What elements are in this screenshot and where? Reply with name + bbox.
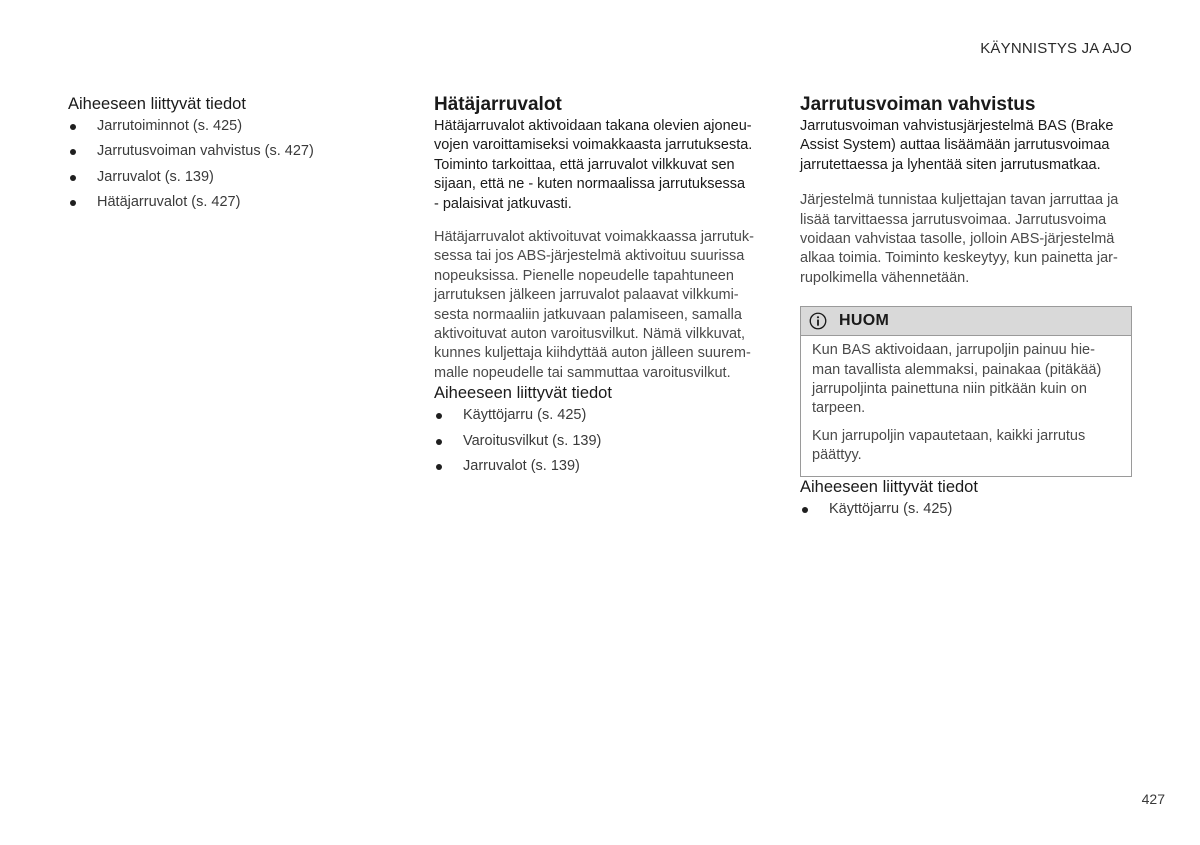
text-line: Järjestelmä tunnistaa kuljettajan tavan jarruttaa ja [800,192,1119,209]
text-line: voidaan vahvistaa tasolle, jolloin ABS-järjestelmä [800,231,1115,248]
text-line: rupolkimella vähennetään. [800,269,970,286]
text-line: Toiminto tarkoittaa, että jarruvalot vilkkuvat sen [434,156,735,173]
related-info-list [68,114,398,215]
related-info-title: Aiheeseen liittyvät tiedot [800,477,978,496]
related-link-label: Jarruvalot (s. 139) [463,457,580,474]
related-link-brake-lights[interactable] [68,165,398,190]
bullet-icon [802,507,808,513]
related-info-title: Aiheeseen liittyvät tiedot [68,95,246,113]
intro-paragraph [800,117,1132,175]
related-link-label: Jarruvalot (s. 139) [97,168,214,185]
text-line: jarrupoljinta painettuna niin pitkään kuin on [812,381,1087,398]
related-link-label: Jarrutusvoiman vahvistus (s. 427) [97,143,314,160]
related-link-hazard-lights[interactable] [434,429,768,454]
related-link-label: Hätäjarruvalot (s. 427) [97,193,241,210]
text-line: Hätäjarruvalot aktivoituvat voimakkaassa jarrutuk- [434,229,754,246]
text-line: jarrutettaessa ja lyhentää siten jarrutusmatkaa. [800,156,1101,173]
text-line: jarrutuksen jälkeen jarruvalot palaavat vilkkumi- [434,287,739,304]
related-link-brake-lights[interactable] [434,454,768,479]
text-line: malle nopeudelle tai sammuttaa varoitusvilkut. [434,364,731,381]
text-line: päättyy. [812,447,862,464]
text-line: Hätäjarruvalot aktivoidaan takana olevien ajoneu- [434,118,752,134]
text-line: Kun jarrupoljin vapautetaan, kaikki jarrutus [812,427,1086,444]
related-link-brake-assist[interactable] [68,139,398,164]
text-line: alkaa toimia. Toiminto keskeytyy, kun painetta jar- [800,250,1118,267]
note-paragraph [812,341,1120,419]
section-title-emergency-brake-lights: Hätäjarruvalot [434,94,562,115]
text-line: nopeuksissa. Pienelle nopeudelle tapahtuneen [434,267,734,284]
text-line: Kun BAS aktivoidaan, jarrupoljin painuu hie- [812,342,1095,359]
intro-paragraph [434,117,768,214]
bullet-icon [70,124,76,130]
related-link-label: Jarrutoiminnot (s. 425) [97,118,243,134]
related-link-label: Varoitusvilkut (s. 139) [463,432,602,449]
text-line: man tavallista alemmaksi, painakaa (pitäkää) [812,361,1102,378]
note-title: HUOM [839,312,890,330]
note-header [801,307,1131,336]
bullet-icon [436,439,442,445]
related-info-list [434,403,768,479]
bullet-icon [436,413,442,419]
text-line: lisää tarvittaessa jarrutusvoimaa. Jarrutusvoima [800,211,1107,228]
related-link-label: Käyttöjarru (s. 425) [463,407,587,424]
text-line: sessa tai jos ABS-järjestelmä aktivoituu suurissa [434,248,745,265]
note-body [801,336,1131,475]
bullet-icon [436,464,442,470]
body-paragraph [434,228,768,383]
text-line: Assist System) auttaa lisäämään jarrutusvoimaa [800,137,1110,154]
related-link-service-brake[interactable] [800,497,1132,522]
related-link-service-brake[interactable] [434,403,768,428]
text-line: sesta normaaliin jatkuvaan palamiseen, samalla [434,306,742,323]
related-link-brake-functions[interactable] [68,114,398,139]
left-column [68,94,398,215]
related-info-list [800,497,1132,522]
text-line: kunnes kuljettaja kiihdyttää auton jälleen suurem- [434,345,751,362]
section-title-brake-assist: Jarrutusvoiman vahvistus [800,94,1036,115]
text-line: tarpeen. [812,400,866,417]
note-paragraph [812,427,1120,466]
text-line: - palaisivat jatkuvasti. [434,195,572,212]
text-line: Jarrutusvoiman vahvistusjärjestelmä BAS (Brake [800,118,1114,134]
note-box [800,306,1132,476]
text-line: sijaan, että ne - kuten normaalissa jarrutuksessa [434,176,746,193]
bullet-icon [70,200,76,206]
bullet-icon [70,149,76,155]
info-circle-icon [809,312,827,330]
text-line: aktivoituvat auton varoitusvilkut. Nämä vilkkuvat, [434,326,746,343]
page-number: 427 [1141,791,1165,807]
right-column [800,94,1132,522]
related-link-emergency-brake-lights[interactable] [68,190,398,215]
related-info-title: Aiheeseen liittyvät tiedot [434,384,612,403]
related-link-label: Käyttöjarru (s. 425) [829,500,953,517]
body-paragraph [800,191,1132,288]
section-header: KÄYNNISTYS JA AJO [980,40,1132,57]
middle-column [434,94,768,479]
text-line: vojen varoittamiseksi voimakkaasta jarrutuksesta. [434,137,753,154]
bullet-icon [70,175,76,181]
